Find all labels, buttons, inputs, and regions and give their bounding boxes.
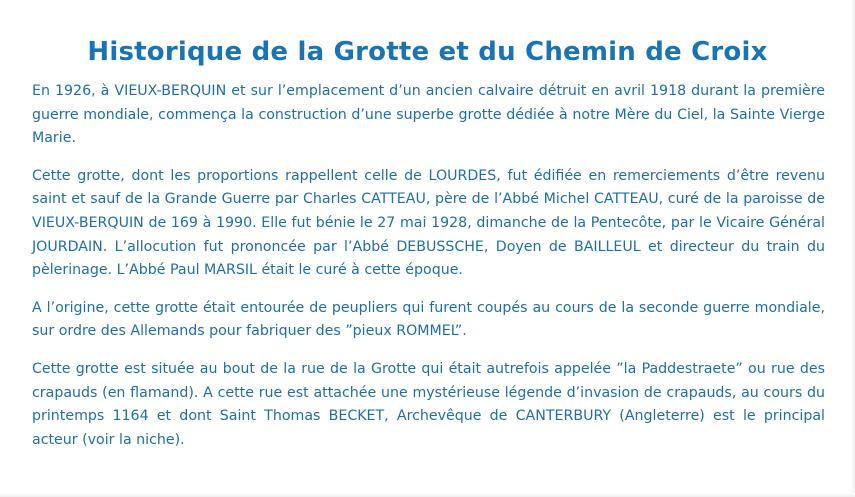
paragraph-history-origin: En 1926, à VIEUX-BERQUIN et sur l’emplacement d’un ancien calvaire détruit en avril 1918 durant la première guerre mondiale, commença la construction d’une superbe grotte dédiée à notre Mère du Ciel, la Sainte Vierge Marie. [32,83,825,147]
paragraph-poplars: A l’origine, cette grotte était entourée de peupliers qui furent coupés au cours de la seconde guerre mondiale, sur ordre des Allemands pour fabriquer des ”pieux ROMMEL”. [32,299,825,340]
paragraph-construction: Cette grotte, dont les proportions rappellent celle de LOURDES, fut édifiée en remerciements d’être revenu saint et sauf de la Grande Guerre par Charles CATTEAU, père de l’Abbé Michel CATTEAU, curé de la paroisse de VIEUX-BERQUIN de 169 à 1990. Elle fut bénie le 27 mai 1928, dimanche de la Pentecôte, par le Vicaire Général JOURDAIN. L’allocution fut prononcée par l’Abbé DEBUSSCHE, Doyen de BAILLEUL et directeur du train du pèlerinage. L’Abbé Paul MARSIL était le curé à cette époque. [32,167,825,279]
paragraph-street-legend: Cette grotte est située au bout de la rue de la Grotte qui était autrefois appelée ”la Paddestraete” ou rue des crapauds (en flamand). A cette rue est attachée une mystérieuse légende d’invasion de crapauds, au cours du printemps 1164 et dont Saint Thomas BECKET, Archevêque de CANTERBURY (Angleterre) est le principal acteur (voir la niche). [32,360,825,448]
page-edge-shadow-bottom [0,493,855,497]
page-edge-shadow-right [851,0,855,497]
page-title: Historique de la Grotte et du Chemin de Croix [87,37,768,68]
document-body [32,80,825,466]
